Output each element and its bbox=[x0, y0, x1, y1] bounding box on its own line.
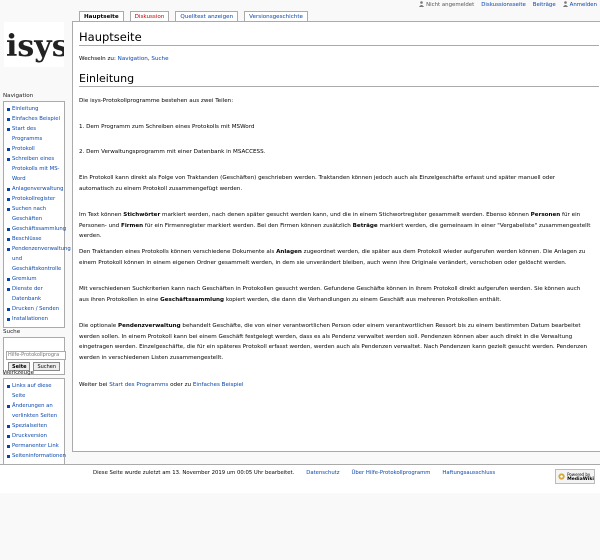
search-fulltext-button[interactable]: Suchen bbox=[33, 362, 60, 371]
jump-search-link[interactable]: Suche bbox=[151, 56, 169, 62]
sidebar-nav-item[interactable] bbox=[6, 104, 62, 114]
paragraph-search: Mit verschiedenen Suchkriterien kann nach Geschäften in Protokollen gesucht werden. Gefundene Geschäfte können in ihrem Protokoll direkt aufgerufen werden. Sie können auch aus ihren Protokollen in eine Geschäftssammlung kopiert werden, die dann die Verhandlungen zu einem Geschäft aus mehreren Protokollen enthält. bbox=[79, 286, 581, 303]
sidebar-nav-item[interactable] bbox=[6, 184, 62, 194]
section-heading: Einleitung bbox=[79, 72, 599, 87]
search-go-button[interactable]: Seite bbox=[8, 362, 31, 371]
tab-main-page[interactable]: Hauptseite bbox=[79, 11, 124, 21]
paragraph-keywords: Im Text können Stichwörter markiert werden, nach denen später gesucht werden kann, und die in einem Stichwortregister gesammelt werden. Ebenso können Personen für ein Personen- und Firmen für ein Firmenregister markiert werden. Bei den Firmen können zusätzlich Beträge markiert werden, die gemeinsam in einer "Vergabeliste" zusammengestellt werden. bbox=[79, 212, 591, 240]
sidebar-tool-item-label: Druckversion bbox=[12, 433, 47, 439]
sidebar-nav-item[interactable] bbox=[6, 314, 62, 324]
sidebar-nav-item[interactable] bbox=[6, 304, 62, 314]
page-title: Hauptseite bbox=[79, 30, 599, 46]
sidebar-tool-item-label: Änderungen an bbox=[12, 403, 53, 409]
sidebar-nav-item-label: Einfaches Beispiel bbox=[12, 116, 60, 122]
sidebar-nav-item[interactable] bbox=[6, 194, 62, 204]
start-program-link[interactable]: Start des Programms bbox=[109, 382, 169, 388]
sidebar-nav-item[interactable] bbox=[6, 234, 62, 244]
isys-logo-icon bbox=[4, 22, 64, 67]
navigation-heading: Navigation bbox=[3, 93, 34, 99]
sidebar-tool-item-label: Permanenter Link bbox=[12, 443, 59, 449]
sidebar-nav-item-label: Word bbox=[12, 176, 26, 182]
tools-heading: Werkzeuge bbox=[3, 370, 35, 376]
site-logo[interactable] bbox=[4, 22, 64, 67]
user-icon bbox=[563, 1, 568, 7]
content-area bbox=[72, 21, 600, 452]
sidebar-nav-item[interactable] bbox=[6, 274, 62, 284]
sidebar-tool-item-label: Links auf diese Seite bbox=[12, 383, 52, 399]
navigation-portlet bbox=[3, 101, 71, 328]
not-logged-in: Nicht angemeldet bbox=[419, 1, 474, 8]
sidebar-tool-item[interactable] bbox=[6, 421, 62, 431]
navigation-list bbox=[6, 104, 71, 324]
last-modified: Diese Seite wurde zuletzt am 13. November 2019 um 00:05 Uhr bearbeitet. bbox=[93, 470, 295, 476]
paragraph-protocol: Ein Protokoll kann direkt als Folge von Traktanden (Geschäften) geschrieben werden. Traktanden können jedoch auch als Einzelgeschäfte erfasst und später manuell oder automatisch zu einem Protokoll zusammengefügt werden. bbox=[79, 175, 556, 192]
sidebar-tool-item[interactable] bbox=[6, 431, 62, 441]
sidebar-tool-item[interactable] bbox=[6, 401, 62, 421]
contributions-link[interactable]: Beiträge bbox=[532, 1, 556, 8]
search-input[interactable] bbox=[6, 351, 66, 360]
sidebar-nav-item-label: Protokoll bbox=[12, 146, 35, 152]
sidebar-nav-item-label: Geschäftssammlung bbox=[12, 226, 67, 232]
sidebar-nav-item[interactable] bbox=[6, 284, 62, 304]
sidebar-tool-item[interactable] bbox=[6, 441, 62, 451]
footer bbox=[0, 464, 600, 493]
user-icon bbox=[419, 1, 424, 7]
sidebar-nav-item-label: und bbox=[12, 256, 23, 262]
sidebar-tool-item[interactable] bbox=[6, 381, 62, 401]
sidebar-tool-item-label: Seiteninformationen bbox=[12, 453, 66, 459]
sidebar-nav-item-label: Pendenzenverwaltung bbox=[12, 246, 71, 252]
paragraph-attachments: Den Traktanden eines Protokolls können verschiedene Dokumente als Anlagen zugeordnet werden, die später aus dem Protokoll wieder aufgerufen werden können. Die Anlagen zu einem Protokoll können in einem eigenen Ordner gesammelt werden, in dem sie unverändert bleiben, auch wenn ihre Originale verändert, verschoben oder gelöscht werden. bbox=[79, 249, 586, 266]
about-link[interactable]: Über Hilfe-Protokollprogramm bbox=[351, 470, 431, 476]
sidebar-nav-item-label: Schreiben eines bbox=[12, 156, 55, 162]
mediawiki-label: MediaWiki bbox=[567, 476, 594, 482]
tab-history[interactable]: Versionsgeschichte bbox=[244, 11, 308, 21]
page-tabs bbox=[79, 11, 308, 21]
sidebar-nav-item-label: Gremium bbox=[12, 276, 37, 282]
sidebar-nav-item[interactable] bbox=[6, 244, 71, 274]
sidebar-tool-item-label: Spezialseiten bbox=[12, 423, 48, 429]
tools-portlet bbox=[3, 378, 65, 465]
sidebar-nav-item-label: Beschlüsse bbox=[12, 236, 42, 242]
sidebar-nav-item[interactable] bbox=[6, 154, 62, 184]
sidebar-nav-item-label: Anlagenverwaltung bbox=[12, 186, 64, 192]
sidebar-nav-item[interactable] bbox=[6, 204, 62, 224]
powered-by-label: Powered by bbox=[567, 471, 591, 477]
sidebar-tool-item-label: verlinkten Seiten bbox=[12, 413, 58, 419]
search-heading: Suche bbox=[3, 329, 21, 335]
simple-example-link[interactable]: Einfaches Beispiel bbox=[192, 382, 244, 388]
paragraph-part-1: 1. Dem Programm zum Schreiben eines Protokolls mit MSWord bbox=[79, 124, 255, 130]
sidebar-nav-item[interactable] bbox=[6, 224, 67, 234]
jump-to: Wechseln zu: Navigation, Suche bbox=[79, 56, 169, 62]
paragraph-intro: Die isys-Protokollprogramme bestehen aus zwei Teilen: bbox=[79, 98, 234, 104]
sidebar-nav-item-label: Dienste der bbox=[12, 286, 43, 292]
sidebar-nav-item[interactable] bbox=[6, 114, 62, 124]
svg-text:isys: isys bbox=[6, 29, 64, 64]
mediawiki-flower-icon bbox=[558, 472, 565, 481]
tab-discussion[interactable]: Diskussion bbox=[130, 11, 170, 21]
sidebar-nav-item[interactable] bbox=[6, 124, 62, 144]
powered-by-mediawiki-badge[interactable] bbox=[555, 469, 595, 484]
disclaimer-link[interactable]: Haftungsausschluss bbox=[442, 470, 496, 476]
sidebar-nav-item-label: Drucken / Senden bbox=[12, 306, 60, 312]
tab-view-source[interactable]: Quelltext anzeigen bbox=[175, 11, 238, 21]
sidebar-nav-item-label: Protokollregister bbox=[12, 196, 56, 202]
personal-tools bbox=[419, 1, 597, 8]
paragraph-part-2: 2. Dem Verwaltungsprogramm mit einer Datenbank in MSACCESS. bbox=[79, 149, 266, 155]
tools-list bbox=[6, 381, 66, 461]
login-link[interactable]: Anmelden bbox=[563, 1, 597, 8]
sidebar-tool-item[interactable] bbox=[6, 451, 66, 461]
sidebar-nav-item[interactable] bbox=[6, 144, 62, 154]
sidebar-nav-item-label: Installationen bbox=[12, 316, 48, 322]
sidebar-nav-item-label: Protokolls mit MS- bbox=[12, 166, 60, 172]
jump-navigation-link[interactable]: Navigation bbox=[117, 56, 148, 62]
sidebar-nav-item-label: Start des Programms bbox=[12, 126, 43, 142]
privacy-link[interactable]: Datenschutz bbox=[306, 470, 340, 476]
paragraph-next: Weiter bei Start des Programms oder zu Einfaches Beispiel bbox=[79, 382, 244, 388]
sidebar-nav-item-label: Geschäften bbox=[12, 216, 43, 222]
sidebar-nav-item-label: Einleitung bbox=[12, 106, 39, 112]
sidebar-nav-item-label: Datenbank bbox=[12, 296, 42, 302]
sidebar-nav-item-label: Suchen nach bbox=[12, 206, 47, 212]
talk-link[interactable]: Diskussionsseite bbox=[481, 1, 526, 8]
sidebar-nav-item-label: Geschäftskontrolle bbox=[12, 266, 62, 272]
paragraph-pending: Die optionale Pendenzverwaltung behandelt Geschäfte, die von einer verantwortlichen Person oder einem verantwortlichen Ressort bis zu einem bestimmten Datum bearbeitet werden sollen. In einem Protokoll kann bei einem Geschäft festgelegt werden, dass es als Pendenz verwaltet werden soll. Pendenzen können aber auch direkt in die Verwaltung eingetragen werden. Einzelgeschäfte, die für ein späteres Protokoll erfasst werden, werden auch als Pendenzen verwaltet. Nach Pendenzen kann gezielt gesucht werden. Pendenzen werden in verschiedenen Listen zusammengestellt. bbox=[79, 323, 588, 361]
